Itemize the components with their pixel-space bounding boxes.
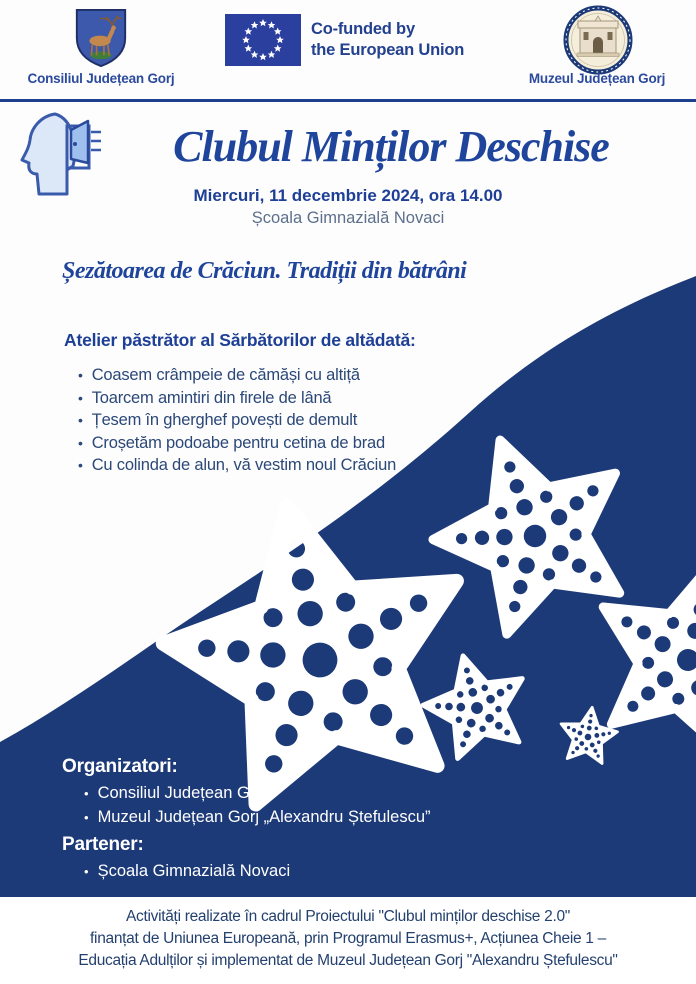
footer-line1: Activități realizate în cadrul Proiectului "Clubul minților deschise 2.0"	[126, 908, 570, 925]
poster-title: Clubul Minților Deschise	[173, 121, 609, 171]
right-logo-caption: Muzeul Județean Gorj	[528, 71, 666, 86]
footer-line3: Educația Adulților și implementat de Muzeul Județean Gorj "Alexandru Ștefulescu"	[78, 952, 618, 969]
workshop-item: • Țesem în gherghef povești de demult	[78, 409, 396, 432]
workshop-item: • Coasem crâmpeie de cămăși cu altiță	[78, 364, 396, 387]
left-logo-caption: Consiliul Județean Gorj	[27, 71, 175, 86]
footer-line2: finanțat de Uniunea Europeană, prin Programul Erasmus+, Acțiunea Cheie 1 –	[90, 930, 606, 947]
eu-cofunded-line2: the European Union	[311, 41, 465, 59]
workshop-item: • Toarcem amintiri din firele de lână	[78, 387, 396, 410]
footer-project-text	[0, 906, 696, 972]
partner-heading: Partener:	[62, 834, 144, 855]
event-datetime: Miercuri, 11 decembrie 2024, ora 14.00	[193, 186, 503, 205]
organizers-list	[62, 782, 431, 829]
event-location: Școala Gimnazială Novaci	[251, 209, 445, 227]
workshop-heading: Atelier păstrător al Sărbătorilor de altădată:	[64, 330, 416, 350]
workshop-item: • Cu colinda de alun, vă vestim noul Crăciun	[78, 454, 396, 477]
partner-section	[62, 834, 290, 884]
organizer-item: • Consiliul Județean Gorj	[84, 782, 431, 806]
partner-list	[62, 860, 290, 884]
eu-cofunded-line1: Co-funded by	[311, 20, 415, 38]
organizers-section	[62, 756, 431, 829]
footer	[0, 897, 696, 984]
organizer-item: • Muzeul Județean Gorj „Alexandru Ștefulescu”	[84, 806, 431, 830]
workshop-item: • Croșetăm podoabe pentru cetina de brad	[78, 432, 396, 455]
partner-item: • Școala Gimnazială Novaci	[84, 860, 290, 884]
event-subtitle: Șezătoarea de Crăciun. Tradiții din bătrâni	[62, 258, 467, 284]
organizers-heading: Organizatori:	[62, 756, 178, 777]
